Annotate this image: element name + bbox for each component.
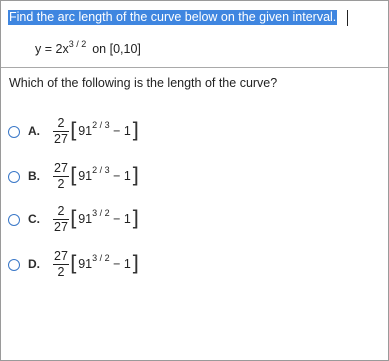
fraction <box>52 117 70 146</box>
expression-base: 91 <box>78 257 93 271</box>
expression-base: 91 <box>78 124 93 138</box>
fraction-numerator: 27 <box>54 161 68 175</box>
option-expression <box>70 119 139 143</box>
expression-tail: − 1 <box>109 257 131 271</box>
expression-tail: − 1 <box>109 124 131 138</box>
expression-base: 91 <box>78 169 93 183</box>
open-bracket: [ <box>70 164 79 188</box>
fraction <box>52 250 70 279</box>
expression-tail: − 1 <box>109 212 131 226</box>
option-letter: C. <box>28 212 40 226</box>
answer-option-a[interactable] <box>8 117 208 149</box>
answer-option-c[interactable] <box>8 205 208 237</box>
problem-prompt: Find the arc length of the curve below on the given interval. <box>9 10 337 24</box>
radio-button-icon[interactable] <box>8 126 20 138</box>
divider <box>1 67 388 68</box>
expression-base: 91 <box>78 212 93 226</box>
answer-option-b[interactable] <box>8 162 208 194</box>
close-bracket: ] <box>130 164 140 188</box>
radio-button-icon[interactable] <box>8 259 20 271</box>
expression-exponent: 3 / 2 <box>92 253 110 263</box>
expression-exponent: 2 / 3 <box>92 120 110 130</box>
close-bracket: ] <box>130 207 140 231</box>
fraction-numerator: 2 <box>57 116 65 130</box>
interval-label: on [0,10] <box>92 42 141 56</box>
answer-option-d[interactable] <box>8 250 208 282</box>
fraction-numerator: 2 <box>57 204 65 218</box>
expression-exponent: 3 / 2 <box>92 208 110 218</box>
expression-exponent: 2 / 3 <box>92 165 110 175</box>
fraction-denominator: 27 <box>54 132 68 146</box>
fraction <box>52 162 70 191</box>
option-expression <box>70 207 139 231</box>
option-letter: A. <box>28 124 40 138</box>
open-bracket: [ <box>70 119 79 143</box>
fraction <box>52 205 70 234</box>
equation-exponent: 3 / 2 <box>68 39 87 49</box>
text-cursor <box>347 10 348 26</box>
option-expression <box>70 164 139 188</box>
fraction-numerator: 27 <box>54 249 68 263</box>
option-expression <box>70 252 139 276</box>
fraction-denominator: 2 <box>57 177 65 191</box>
open-bracket: [ <box>70 252 79 276</box>
close-bracket: ] <box>130 252 140 276</box>
open-bracket: [ <box>70 207 79 231</box>
fraction-denominator: 2 <box>57 265 65 279</box>
radio-button-icon[interactable] <box>8 214 20 226</box>
curve-equation <box>35 39 141 56</box>
equation-base: y = 2x <box>35 42 69 56</box>
expression-tail: − 1 <box>109 169 131 183</box>
question-text: Which of the following is the length of the curve? <box>9 76 278 90</box>
close-bracket: ] <box>130 119 140 143</box>
option-letter: D. <box>28 257 40 271</box>
option-letter: B. <box>28 169 40 183</box>
radio-button-icon[interactable] <box>8 171 20 183</box>
fraction-denominator: 27 <box>54 220 68 234</box>
